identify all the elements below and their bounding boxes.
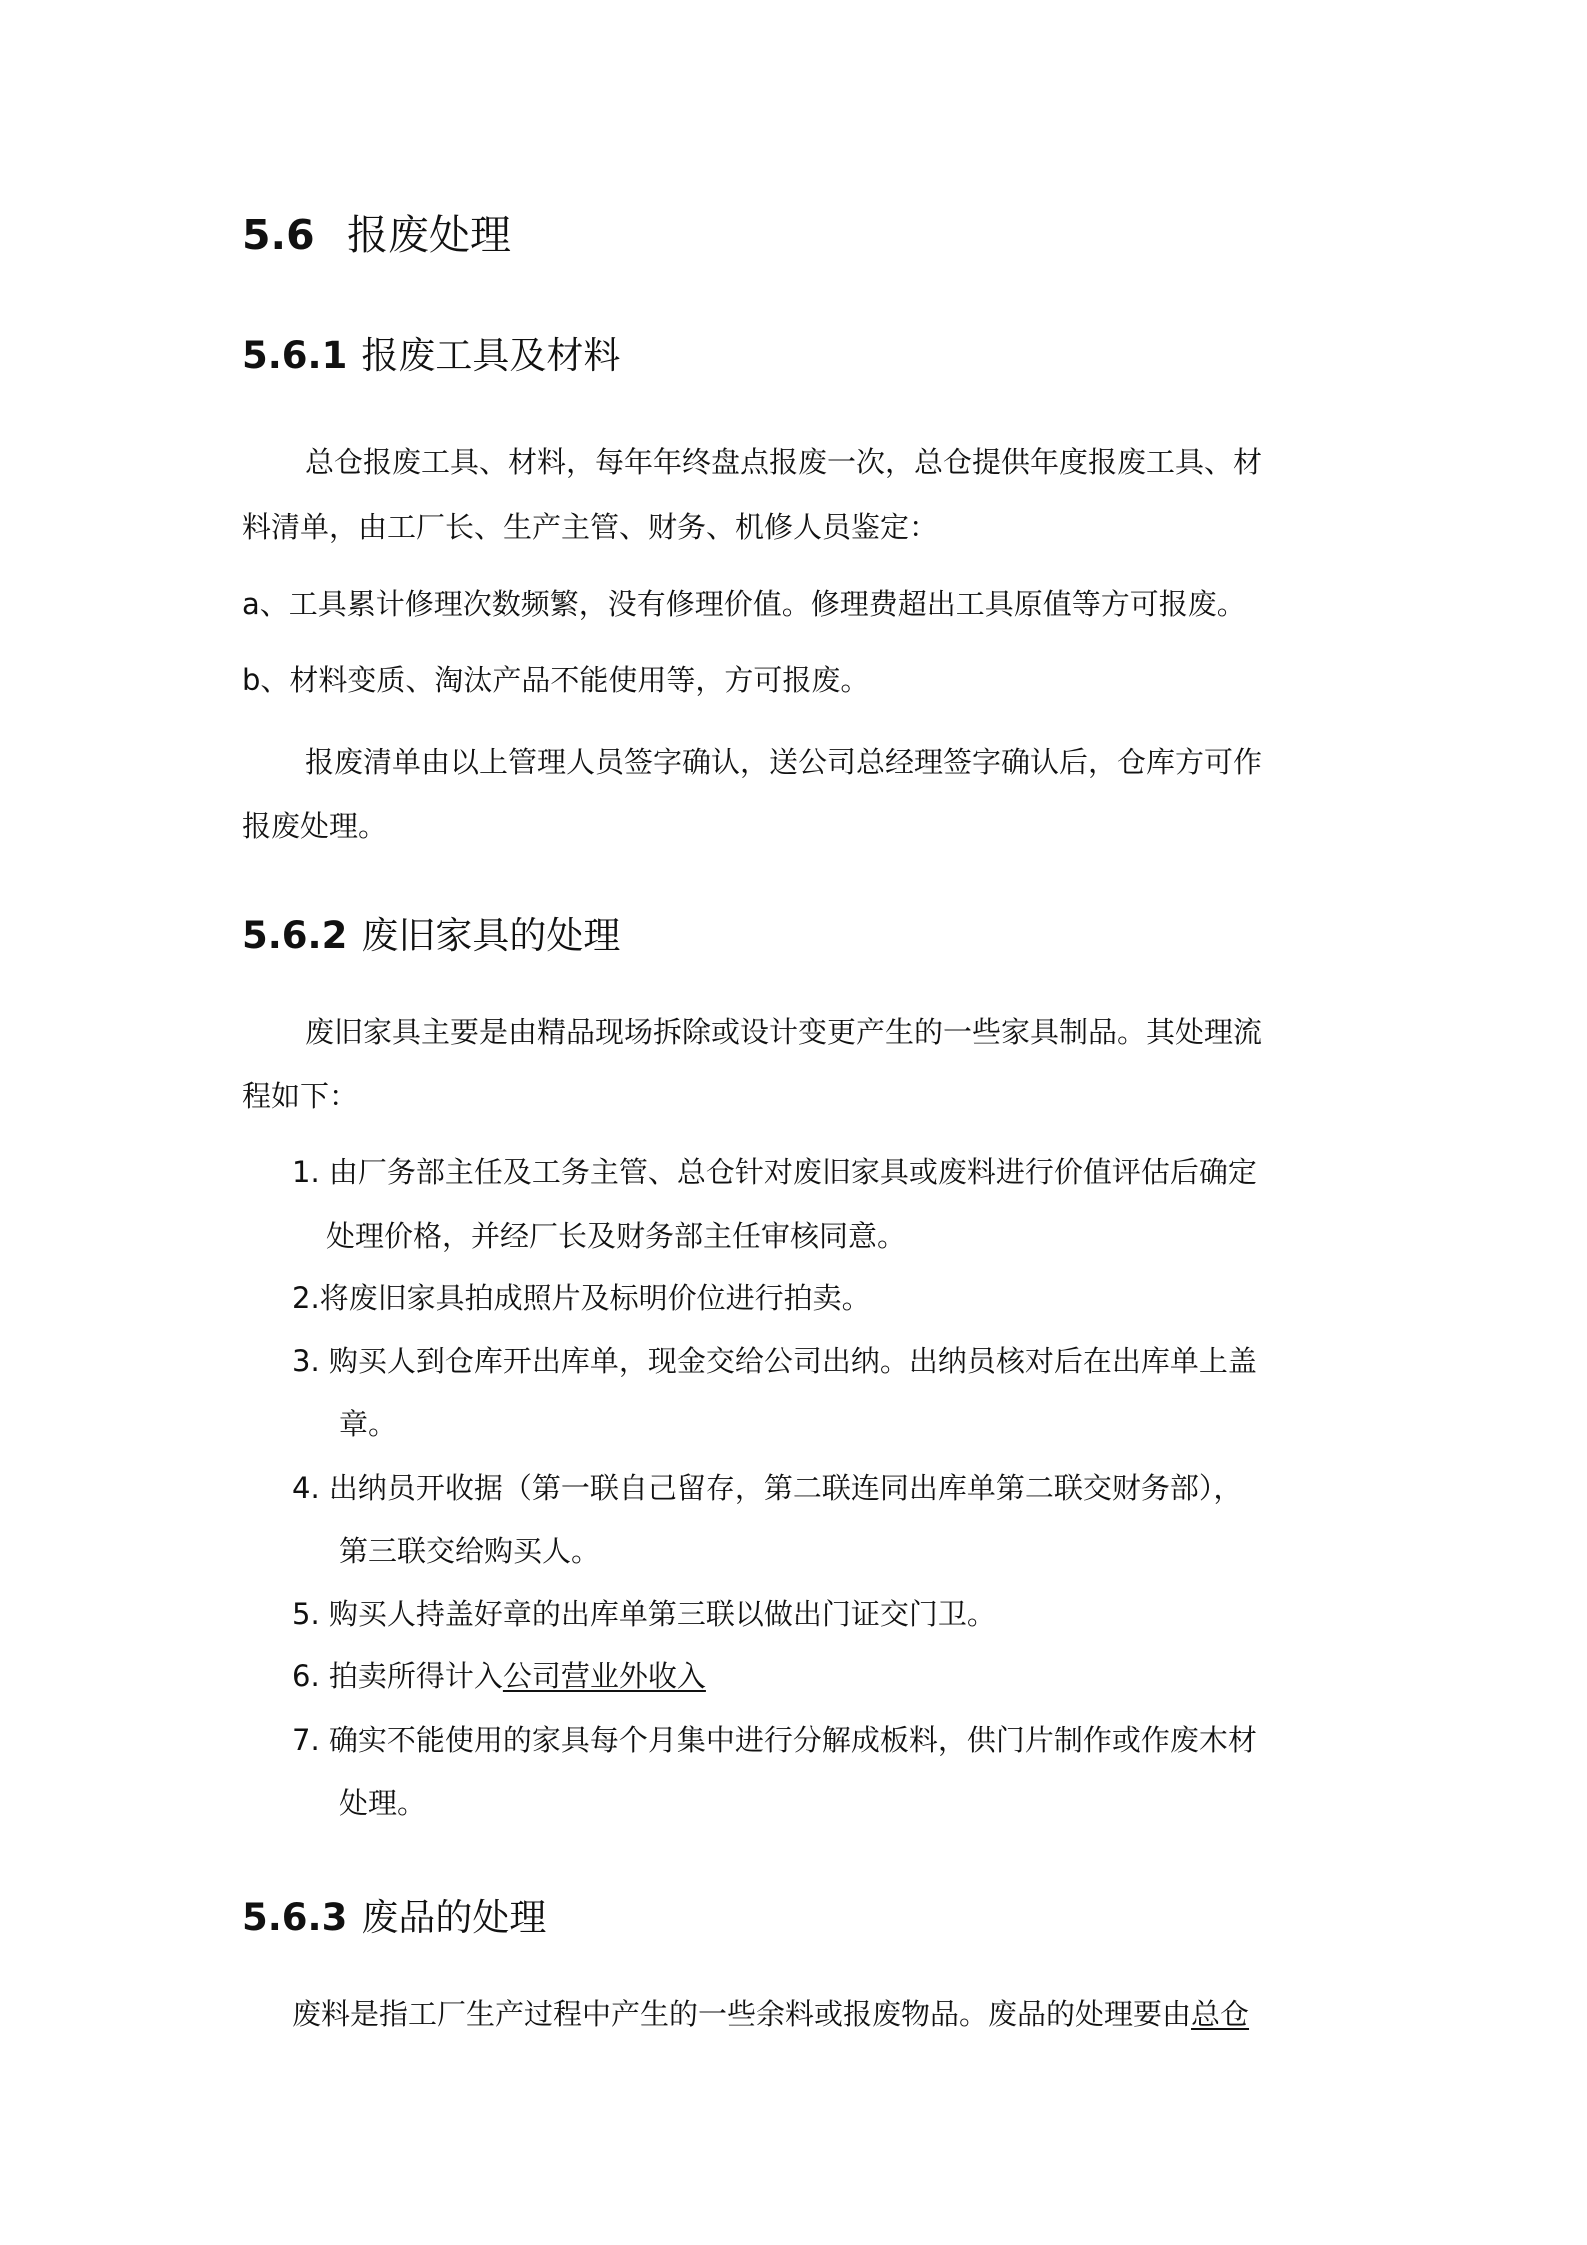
section-number: 5.6.1 (242, 334, 348, 377)
list-item-continuation: 处理价格，并经厂长及财务部主任审核同意。 (326, 1219, 907, 1253)
section-number: 5.6.3 (242, 1896, 348, 1939)
list-item: 5. 购买人持盖好章的出库单第三联以做出门证交门卫。 (292, 1597, 996, 1631)
list-item: 4. 出纳员开收据（第一联自己留存，第二联连同出库单第二联交财务部）， (292, 1471, 1243, 1505)
list-item-b: b、材料变质、淘汰产品不能使用等，方可报废。 (242, 663, 870, 697)
section-5-6-1-heading (242, 334, 621, 377)
paragraph-line: 程如下： (242, 1079, 359, 1113)
list-item-continuation: 章。 (339, 1407, 398, 1441)
list-item (292, 1659, 706, 1693)
section-title: 报废处理 (347, 211, 511, 259)
list-item: 7. 确实不能使用的家具每个月集中进行分解成板料，供门片制作或作废木材 (292, 1723, 1257, 1757)
list-item-a: a、工具累计修理次数频繁，没有修理价值。修理费超出工具原值等方可报废。 (242, 587, 1246, 621)
section-5-6-3-heading (242, 1896, 547, 1939)
paragraph-text: 废料是指工厂生产过程中产生的一些余料或报废物品。废品的处理要由 (292, 1997, 1192, 2031)
paragraph-line: 报废处理。 (242, 809, 388, 843)
list-item: 2.将废旧家具拍成照片及标明价位进行拍卖。 (292, 1281, 871, 1315)
list-item-text: 6. 拍卖所得计入 (292, 1659, 503, 1693)
paragraph-line: 废旧家具主要是由精品现场拆除或设计变更产生的一些家具制品。其处理流 (305, 1015, 1263, 1049)
list-item: 3. 购买人到仓库开出库单，现金交给公司出纳。出纳员核对后在出库单上盖 (292, 1344, 1257, 1378)
section-title: 报废工具及材料 (361, 334, 621, 377)
list-item: 1. 由厂务部主任及工务主管、总仓针对废旧家具或废料进行价值评估后确定 (292, 1155, 1257, 1189)
list-item-continuation: 第三联交给购买人。 (339, 1534, 601, 1568)
section-title: 废品的处理 (361, 1896, 547, 1939)
paragraph-line (292, 1997, 1250, 2031)
section-title: 废旧家具的处理 (361, 914, 621, 957)
section-number: 5.6 (242, 211, 315, 259)
section-5-6-2-heading (242, 914, 621, 957)
paragraph-line: 料清单，由工厂长、生产主管、财务、机修人员鉴定： (242, 510, 939, 544)
underlined-term: 总仓 (1191, 1997, 1250, 2031)
section-5-6-heading (242, 211, 511, 259)
list-item-continuation: 处理。 (339, 1786, 427, 1820)
paragraph-line: 报废清单由以上管理人员签字确认，送公司总经理签字确认后，仓库方可作 (305, 745, 1263, 779)
section-number: 5.6.2 (242, 914, 348, 957)
paragraph-line: 总仓报废工具、材料，每年年终盘点报废一次，总仓提供年度报废工具、材 (305, 445, 1263, 479)
underlined-term: 公司营业外收入 (502, 1659, 706, 1693)
